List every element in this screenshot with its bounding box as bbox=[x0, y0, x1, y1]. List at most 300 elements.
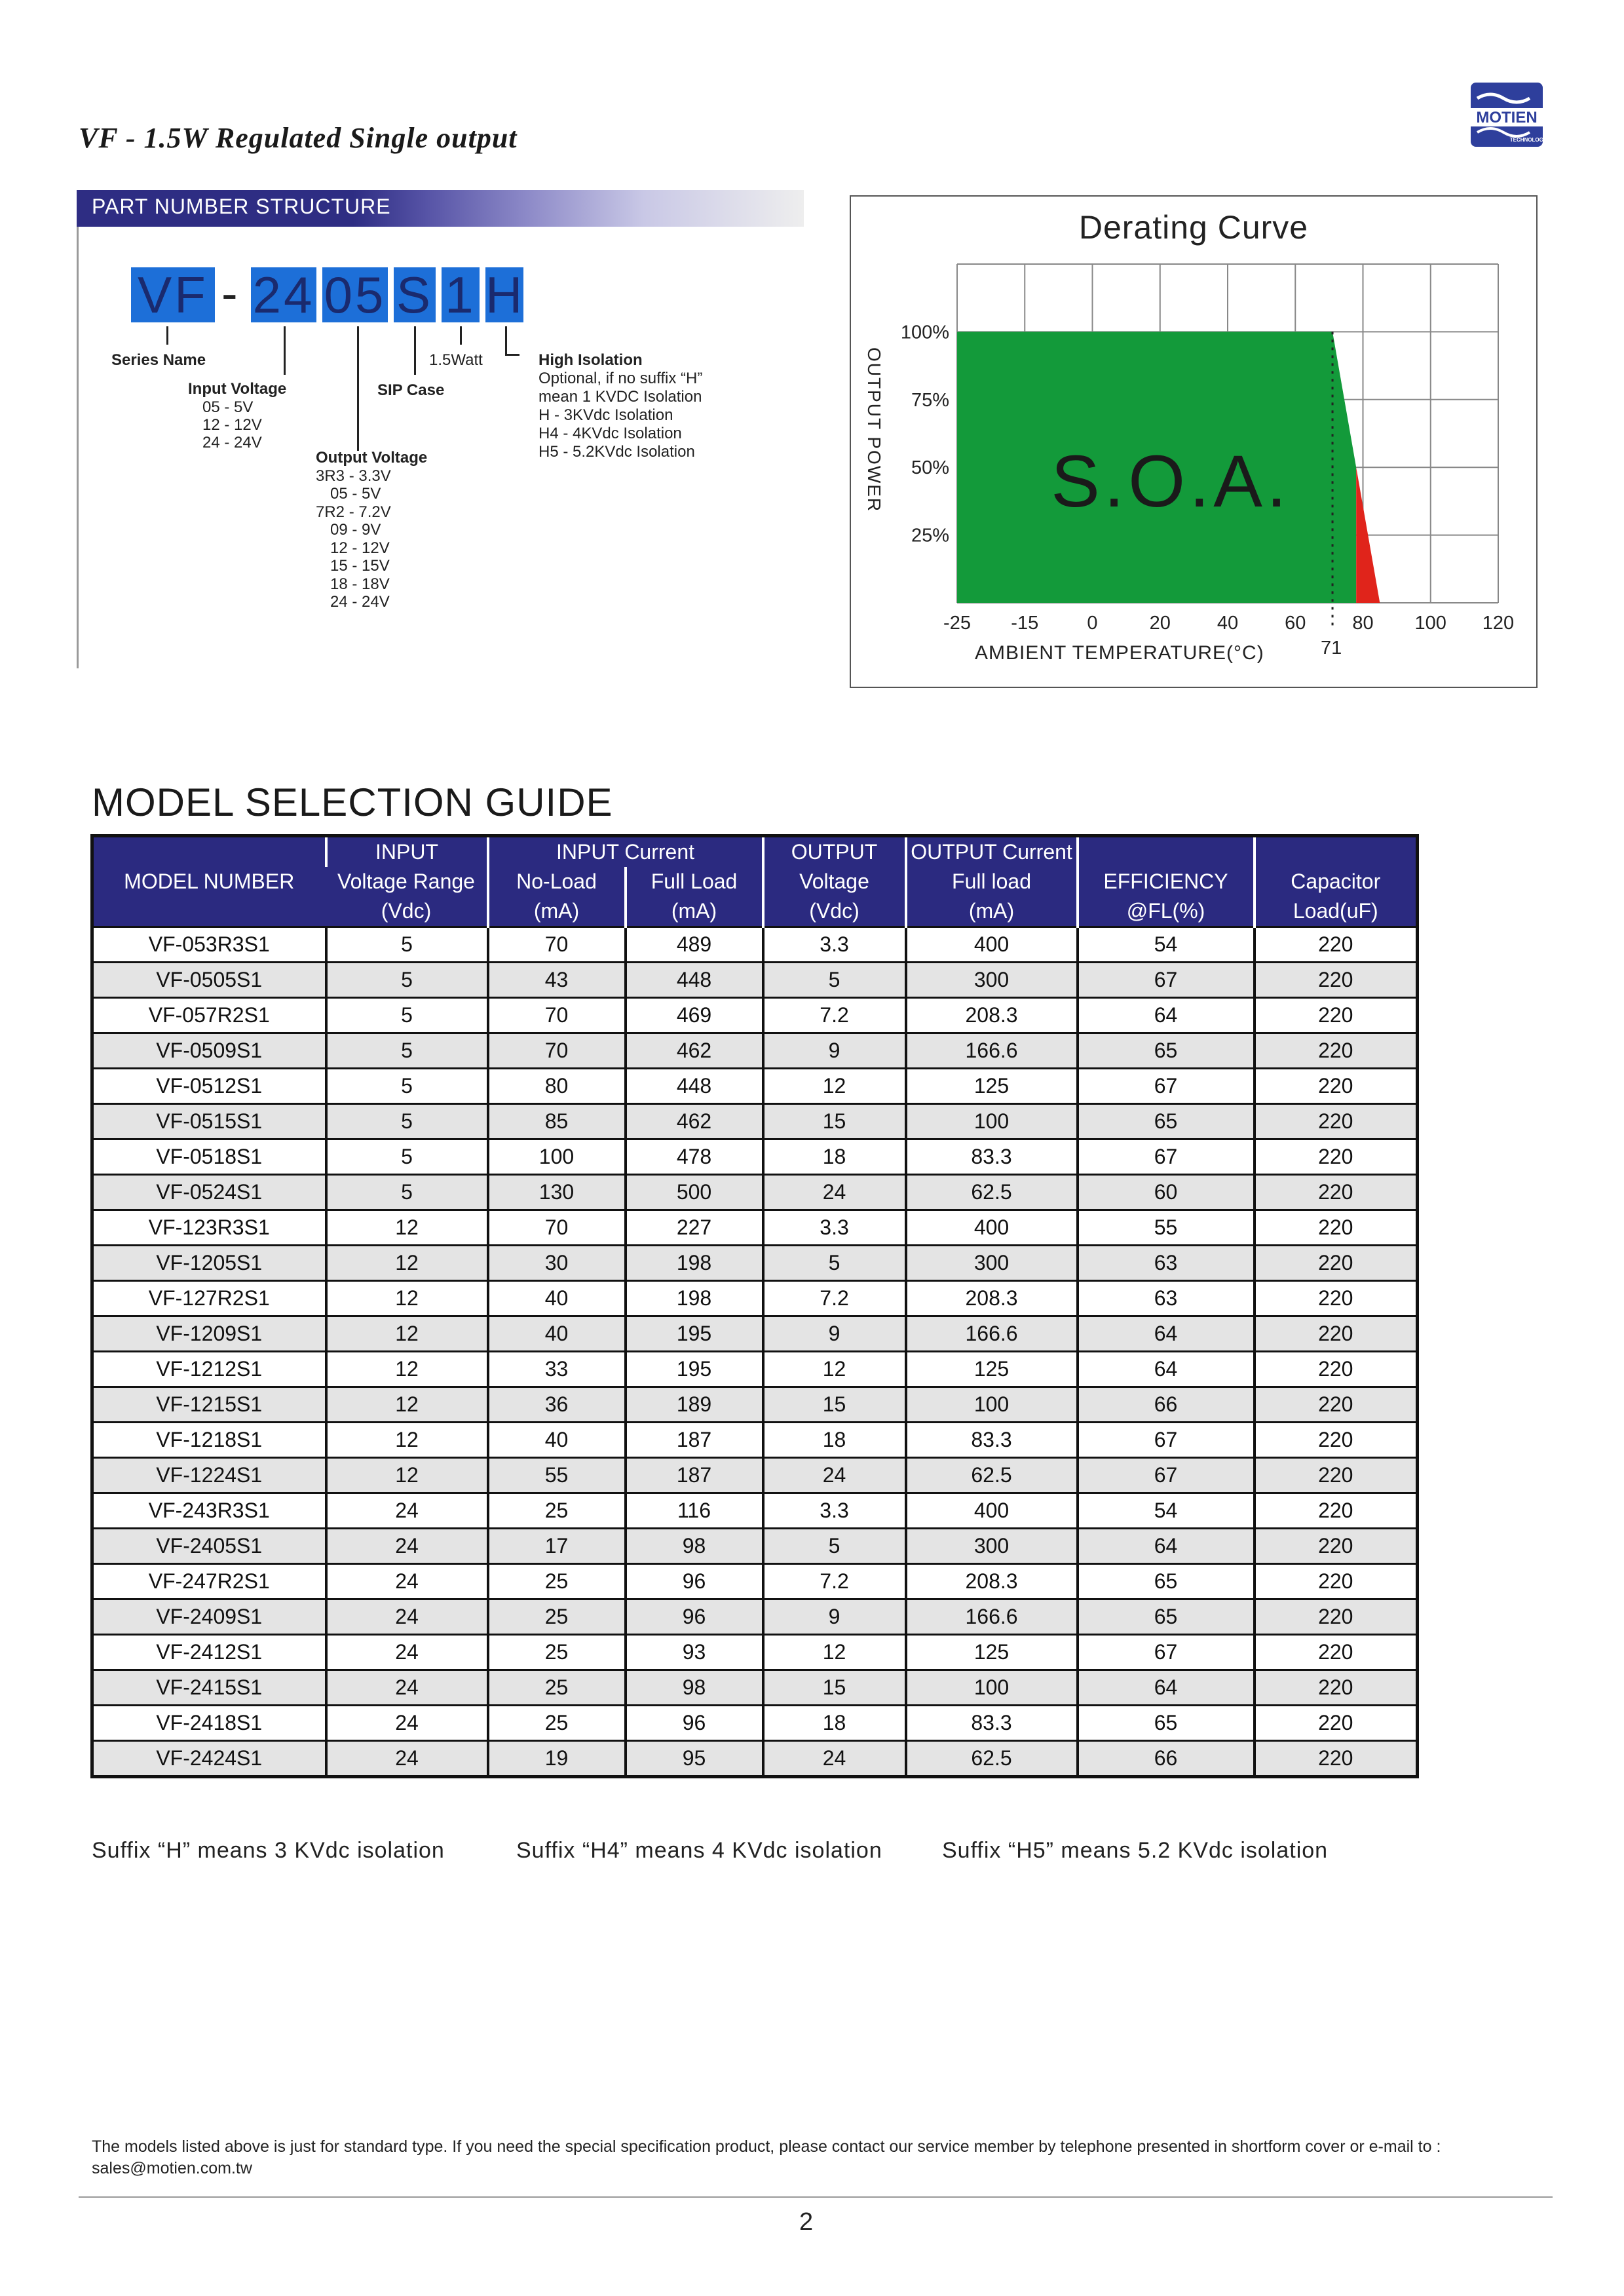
table-cell: 65 bbox=[1078, 1033, 1255, 1069]
table-cell: VF-1215S1 bbox=[92, 1387, 326, 1423]
table-cell: 67 bbox=[1078, 1423, 1255, 1458]
table-cell: VF-0518S1 bbox=[92, 1139, 326, 1175]
x-axis-ticks bbox=[943, 613, 1514, 634]
table-cell: VF-0515S1 bbox=[92, 1104, 326, 1139]
table-cell: VF-2409S1 bbox=[92, 1599, 326, 1635]
table-cell: 62.5 bbox=[906, 1175, 1078, 1210]
table-cell: 220 bbox=[1255, 1069, 1418, 1104]
header-unit: (Vdc) bbox=[326, 896, 488, 927]
table-cell: 83.3 bbox=[906, 1139, 1078, 1175]
table-cell: 220 bbox=[1255, 1033, 1418, 1069]
table-cell: 198 bbox=[626, 1246, 763, 1281]
header-voltage: Voltage bbox=[763, 867, 906, 896]
table-cell: 116 bbox=[626, 1493, 763, 1529]
table-cell: 25 bbox=[488, 1635, 626, 1670]
header-unit: @FL(%) bbox=[1078, 896, 1255, 927]
table-cell: 300 bbox=[906, 963, 1078, 998]
table-row bbox=[92, 1387, 1418, 1423]
table-cell: VF-2415S1 bbox=[92, 1670, 326, 1706]
table-cell: 98 bbox=[626, 1529, 763, 1564]
table-row bbox=[92, 963, 1418, 998]
table-cell: 5 bbox=[326, 1104, 488, 1139]
pn-box-watt: 1 bbox=[442, 267, 480, 322]
table-row bbox=[92, 1741, 1418, 1777]
table-row bbox=[92, 998, 1418, 1033]
table-cell: 5 bbox=[763, 1246, 906, 1281]
table-cell: 227 bbox=[626, 1210, 763, 1246]
footer-rule bbox=[79, 2196, 1553, 2198]
soa-label: S.O.A. bbox=[1051, 440, 1291, 523]
table-cell: 66 bbox=[1078, 1741, 1255, 1777]
table-cell: 93 bbox=[626, 1635, 763, 1670]
table-cell: 220 bbox=[1255, 1564, 1418, 1599]
header-unit: (Vdc) bbox=[763, 896, 906, 927]
table-cell: 19 bbox=[488, 1741, 626, 1777]
table-cell: 95 bbox=[626, 1741, 763, 1777]
table-cell: 70 bbox=[488, 927, 626, 963]
output-voltage-item: 09 - 9V bbox=[330, 521, 381, 539]
pn-box-sip: S bbox=[394, 267, 436, 322]
output-voltage-item: 15 - 15V bbox=[330, 557, 390, 575]
table-row bbox=[92, 1246, 1418, 1281]
x-tick-label: 80 bbox=[1352, 613, 1374, 634]
table-row bbox=[92, 1458, 1418, 1493]
table-cell: 300 bbox=[906, 1529, 1078, 1564]
table-cell: 64 bbox=[1078, 1670, 1255, 1706]
table-cell: 12 bbox=[326, 1316, 488, 1352]
output-voltage-item: 3R3 - 3.3V bbox=[316, 467, 391, 485]
table-cell: 25 bbox=[488, 1493, 626, 1529]
x-tick-label: 120 bbox=[1482, 613, 1515, 634]
table-cell: 195 bbox=[626, 1316, 763, 1352]
table-cell: 63 bbox=[1078, 1246, 1255, 1281]
table-cell: 12 bbox=[326, 1458, 488, 1493]
input-voltage-item: 05 - 5V bbox=[202, 398, 254, 416]
table-cell: 9 bbox=[763, 1599, 906, 1635]
table-cell: 65 bbox=[1078, 1706, 1255, 1741]
table-cell: 24 bbox=[763, 1458, 906, 1493]
table-cell: 65 bbox=[1078, 1599, 1255, 1635]
table-cell: 12 bbox=[326, 1281, 488, 1316]
table-cell: 462 bbox=[626, 1104, 763, 1139]
table-cell: 12 bbox=[763, 1352, 906, 1387]
header-row-1 bbox=[92, 836, 1418, 868]
table-row bbox=[92, 1423, 1418, 1458]
table-cell: 220 bbox=[1255, 998, 1418, 1033]
table-row bbox=[92, 1352, 1418, 1387]
table-cell: 100 bbox=[488, 1139, 626, 1175]
table-cell: 96 bbox=[626, 1706, 763, 1741]
table-cell: 100 bbox=[906, 1670, 1078, 1706]
table-cell: 64 bbox=[1078, 1529, 1255, 1564]
table-row bbox=[92, 1033, 1418, 1069]
output-voltage-item: 18 - 18V bbox=[330, 575, 390, 593]
high-isolation-item: H5 - 5.2KVdc Isolation bbox=[538, 443, 695, 461]
x-tick-label: 40 bbox=[1217, 613, 1239, 634]
table-cell: 62.5 bbox=[906, 1458, 1078, 1493]
table-cell: 7.2 bbox=[763, 998, 906, 1033]
table-cell: 15 bbox=[763, 1104, 906, 1139]
table-row bbox=[92, 927, 1418, 963]
pn-box-isolation: H bbox=[485, 266, 525, 324]
table-cell: 448 bbox=[626, 963, 763, 998]
table-row bbox=[92, 1069, 1418, 1104]
table-cell: 24 bbox=[326, 1529, 488, 1564]
table-cell: 40 bbox=[488, 1281, 626, 1316]
table-cell: 220 bbox=[1255, 927, 1418, 963]
derating-title: Derating Curve bbox=[1078, 209, 1309, 246]
header-input-current: INPUT Current bbox=[488, 836, 763, 868]
table-cell: 70 bbox=[488, 1033, 626, 1069]
header-no-load: No-Load bbox=[488, 867, 626, 896]
x-tick-label: 100 bbox=[1414, 613, 1446, 634]
table-cell: 17 bbox=[488, 1529, 626, 1564]
table-cell: VF-1224S1 bbox=[92, 1458, 326, 1493]
table-cell: 3.3 bbox=[763, 1210, 906, 1246]
table-cell: 9 bbox=[763, 1316, 906, 1352]
output-voltage-title: Output Voltage bbox=[316, 449, 428, 467]
table-cell: 63 bbox=[1078, 1281, 1255, 1316]
table-cell: 54 bbox=[1078, 1493, 1255, 1529]
table-cell: 208.3 bbox=[906, 998, 1078, 1033]
table-cell: 400 bbox=[906, 1210, 1078, 1246]
table-cell: 67 bbox=[1078, 1635, 1255, 1670]
table-cell: 220 bbox=[1255, 1387, 1418, 1423]
suffix-note-h5: Suffix “H5” means 5.2 KVdc isolation bbox=[942, 1838, 1329, 1863]
selection-table bbox=[90, 834, 1419, 1778]
table-cell: 65 bbox=[1078, 1564, 1255, 1599]
derating-marker-label: 71 bbox=[1321, 638, 1342, 659]
table-cell: 64 bbox=[1078, 1316, 1255, 1352]
table-cell: VF-2424S1 bbox=[92, 1741, 326, 1777]
table-row bbox=[92, 1139, 1418, 1175]
table-cell: 24 bbox=[326, 1706, 488, 1741]
logo-text: MOTIEN bbox=[1476, 109, 1538, 126]
header-unit: (mA) bbox=[626, 896, 763, 927]
footer-note: The models listed above is just for standard type. If you need the special specification product, please contact our service member by telephone presented in shortform cover or e-mail to : sales@motien.com.tw bbox=[92, 2137, 1441, 2177]
table-cell: 3.3 bbox=[763, 927, 906, 963]
table-cell: 220 bbox=[1255, 1458, 1418, 1493]
table-cell: 220 bbox=[1255, 1529, 1418, 1564]
high-isolation-item: Optional, if no suffix “H” bbox=[538, 370, 703, 387]
page-number: 2 bbox=[799, 2208, 814, 2236]
table-cell: 125 bbox=[906, 1635, 1078, 1670]
high-isolation-item: mean 1 KVDC Isolation bbox=[538, 388, 702, 406]
table-cell: 40 bbox=[488, 1316, 626, 1352]
x-axis-label: AMBIENT TEMPERATURE(°C) bbox=[975, 642, 1264, 664]
table-cell: 220 bbox=[1255, 1210, 1418, 1246]
y-tick-label: 50% bbox=[911, 457, 949, 479]
output-voltage-item: 24 - 24V bbox=[330, 593, 390, 611]
header-unit: (mA) bbox=[488, 896, 626, 927]
table-cell: 478 bbox=[626, 1139, 763, 1175]
output-voltage-item: 12 - 12V bbox=[330, 539, 390, 557]
table-cell: 18 bbox=[763, 1706, 906, 1741]
table-cell: 18 bbox=[763, 1423, 906, 1458]
table-cell: 25 bbox=[488, 1706, 626, 1741]
table-cell: 198 bbox=[626, 1281, 763, 1316]
table-cell: VF-0524S1 bbox=[92, 1175, 326, 1210]
input-voltage-title: Input Voltage bbox=[188, 380, 287, 398]
x-tick-label: 0 bbox=[1087, 613, 1098, 634]
x-tick-label: 60 bbox=[1285, 613, 1306, 634]
table-cell: 187 bbox=[626, 1423, 763, 1458]
table-row bbox=[92, 1281, 1418, 1316]
watt-label: 1.5Watt bbox=[429, 351, 483, 369]
table-cell: 65 bbox=[1078, 1104, 1255, 1139]
table-cell: VF-2412S1 bbox=[92, 1635, 326, 1670]
table-cell: 3.3 bbox=[763, 1493, 906, 1529]
table-cell: 187 bbox=[626, 1458, 763, 1493]
table-cell: 80 bbox=[488, 1069, 626, 1104]
document-title: VF - 1.5W Regulated Single output bbox=[79, 122, 518, 154]
table-cell: VF-1205S1 bbox=[92, 1246, 326, 1281]
table-cell: 67 bbox=[1078, 1139, 1255, 1175]
table-cell: VF-1218S1 bbox=[92, 1423, 326, 1458]
header-output: OUTPUT bbox=[763, 836, 906, 868]
table-cell: 5 bbox=[763, 963, 906, 998]
table-cell: 7.2 bbox=[763, 1564, 906, 1599]
table-cell: VF-247R2S1 bbox=[92, 1564, 326, 1599]
table-cell: 25 bbox=[488, 1564, 626, 1599]
table-cell: 5 bbox=[326, 998, 488, 1033]
table-cell: 24 bbox=[763, 1175, 906, 1210]
table-cell: 96 bbox=[626, 1564, 763, 1599]
suffix-note-h: Suffix “H” means 3 KVdc isolation bbox=[92, 1838, 445, 1863]
table-cell: 9 bbox=[763, 1033, 906, 1069]
table-row bbox=[92, 1564, 1418, 1599]
header-efficiency: EFFICIENCY bbox=[1078, 867, 1255, 896]
table-cell: 166.6 bbox=[906, 1599, 1078, 1635]
table-cell: VF-1209S1 bbox=[92, 1316, 326, 1352]
table-cell: 33 bbox=[488, 1352, 626, 1387]
table-cell: 67 bbox=[1078, 963, 1255, 998]
table-cell: 83.3 bbox=[906, 1423, 1078, 1458]
table-row bbox=[92, 1635, 1418, 1670]
table-cell: 18 bbox=[763, 1139, 906, 1175]
table-cell: 12 bbox=[326, 1210, 488, 1246]
y-tick-label: 25% bbox=[911, 525, 949, 546]
table-cell: 5 bbox=[326, 963, 488, 998]
table-cell: 83.3 bbox=[906, 1706, 1078, 1741]
header-blank bbox=[1078, 836, 1255, 868]
table-cell: 7.2 bbox=[763, 1281, 906, 1316]
table-cell: 5 bbox=[763, 1529, 906, 1564]
table-cell: VF-0509S1 bbox=[92, 1033, 326, 1069]
header-full-load-output: Full load bbox=[906, 867, 1078, 896]
suffix-note-h4: Suffix “H4” means 4 KVdc isolation bbox=[516, 1838, 882, 1863]
table-cell: 220 bbox=[1255, 1352, 1418, 1387]
table-cell: 64 bbox=[1078, 998, 1255, 1033]
table-row bbox=[92, 1210, 1418, 1246]
table-cell: 12 bbox=[326, 1423, 488, 1458]
input-voltage-item: 24 - 24V bbox=[202, 434, 262, 451]
table-cell: 15 bbox=[763, 1387, 906, 1423]
table-cell: 400 bbox=[906, 927, 1078, 963]
table-cell: 12 bbox=[326, 1352, 488, 1387]
table-cell: VF-243R3S1 bbox=[92, 1493, 326, 1529]
pn-box-series: VF bbox=[131, 267, 215, 322]
table-cell: 24 bbox=[326, 1741, 488, 1777]
table-cell: 208.3 bbox=[906, 1281, 1078, 1316]
table-cell: VF-2418S1 bbox=[92, 1706, 326, 1741]
table-cell: 25 bbox=[488, 1670, 626, 1706]
table-cell: 5 bbox=[326, 1139, 488, 1175]
header-unit: (mA) bbox=[906, 896, 1078, 927]
table-row bbox=[92, 1670, 1418, 1706]
header-unit: Load(uF) bbox=[1255, 896, 1418, 927]
table-cell: 220 bbox=[1255, 1635, 1418, 1670]
table-cell: 448 bbox=[626, 1069, 763, 1104]
table-cell: 12 bbox=[763, 1635, 906, 1670]
pn-box-output-voltage: 05 bbox=[322, 267, 388, 322]
table-cell: 43 bbox=[488, 963, 626, 998]
derating-chart bbox=[0, 0, 1624, 721]
table-cell: 469 bbox=[626, 998, 763, 1033]
y-tick-label: 100% bbox=[900, 322, 949, 343]
header-blank bbox=[1255, 836, 1418, 868]
table-cell: VF-2405S1 bbox=[92, 1529, 326, 1564]
table-cell: 36 bbox=[488, 1387, 626, 1423]
table-cell: 220 bbox=[1255, 1281, 1418, 1316]
table-cell: 70 bbox=[488, 1210, 626, 1246]
table-cell: 220 bbox=[1255, 1316, 1418, 1352]
x-tick-label: 20 bbox=[1149, 613, 1171, 634]
table-cell: 220 bbox=[1255, 1493, 1418, 1529]
table-cell: VF-127R2S1 bbox=[92, 1281, 326, 1316]
table-row bbox=[92, 1706, 1418, 1741]
table-row bbox=[92, 1316, 1418, 1352]
y-axis-label: OUTPUT POWER bbox=[864, 347, 884, 513]
table-cell: VF-053R3S1 bbox=[92, 927, 326, 963]
table-cell: 5 bbox=[326, 1175, 488, 1210]
table-cell: 67 bbox=[1078, 1458, 1255, 1493]
table-cell: 98 bbox=[626, 1670, 763, 1706]
table-cell: 62.5 bbox=[906, 1741, 1078, 1777]
table-cell: 300 bbox=[906, 1246, 1078, 1281]
output-voltage-item: 7R2 - 7.2V bbox=[316, 503, 391, 521]
table-cell: 220 bbox=[1255, 1670, 1418, 1706]
x-tick-label: -25 bbox=[943, 613, 971, 634]
output-voltage-item: 05 - 5V bbox=[330, 485, 381, 503]
table-cell: 208.3 bbox=[906, 1564, 1078, 1599]
table-cell: 125 bbox=[906, 1069, 1078, 1104]
table-cell: 60 bbox=[1078, 1175, 1255, 1210]
table-row bbox=[92, 1599, 1418, 1635]
table-cell: 24 bbox=[326, 1599, 488, 1635]
table-cell: 12 bbox=[326, 1246, 488, 1281]
pn-box-input-voltage: 24 bbox=[251, 267, 316, 322]
table-row bbox=[92, 1529, 1418, 1564]
table-cell: VF-057R2S1 bbox=[92, 998, 326, 1033]
table-cell: 24 bbox=[326, 1493, 488, 1529]
table-cell: 220 bbox=[1255, 1423, 1418, 1458]
table-cell: 55 bbox=[1078, 1210, 1255, 1246]
high-isolation-item: H - 3KVdc Isolation bbox=[538, 406, 673, 424]
table-cell: 12 bbox=[763, 1069, 906, 1104]
input-voltage-item: 12 - 12V bbox=[202, 416, 262, 434]
table-cell: 24 bbox=[326, 1635, 488, 1670]
table-cell: 220 bbox=[1255, 1175, 1418, 1210]
table-cell: 220 bbox=[1255, 1246, 1418, 1281]
y-axis-ticks bbox=[901, 322, 949, 546]
table-cell: 5 bbox=[326, 927, 488, 963]
table-cell: 96 bbox=[626, 1599, 763, 1635]
table-cell: 70 bbox=[488, 998, 626, 1033]
table-cell: 85 bbox=[488, 1104, 626, 1139]
table-row bbox=[92, 1175, 1418, 1210]
table-cell: 189 bbox=[626, 1387, 763, 1423]
table-cell: 195 bbox=[626, 1352, 763, 1387]
table-cell: 5 bbox=[326, 1069, 488, 1104]
table-cell: 24 bbox=[763, 1741, 906, 1777]
table-cell: VF-0512S1 bbox=[92, 1069, 326, 1104]
table-cell: VF-1212S1 bbox=[92, 1352, 326, 1387]
table-cell: 220 bbox=[1255, 1104, 1418, 1139]
header-voltage-range: Voltage Range bbox=[326, 867, 488, 896]
table-cell: 220 bbox=[1255, 1139, 1418, 1175]
table-cell: 25 bbox=[488, 1599, 626, 1635]
header-output-current: OUTPUT Current bbox=[906, 836, 1078, 868]
table-cell: 220 bbox=[1255, 963, 1418, 998]
table-cell: 220 bbox=[1255, 1741, 1418, 1777]
table-cell: VF-0505S1 bbox=[92, 963, 326, 998]
header-model-number: MODEL NUMBER bbox=[92, 836, 326, 927]
table-cell: 55 bbox=[488, 1458, 626, 1493]
table-cell: 220 bbox=[1255, 1706, 1418, 1741]
table-cell: 166.6 bbox=[906, 1316, 1078, 1352]
selection-title: MODEL SELECTION GUIDE bbox=[92, 780, 613, 824]
high-isolation-item: H4 - 4KVdc Isolation bbox=[538, 425, 682, 442]
table-cell: 54 bbox=[1078, 927, 1255, 963]
table-cell: 5 bbox=[326, 1033, 488, 1069]
table-cell: 12 bbox=[326, 1387, 488, 1423]
table-cell: 166.6 bbox=[906, 1033, 1078, 1069]
table-row bbox=[92, 1104, 1418, 1139]
pn-dash: - bbox=[221, 266, 238, 320]
y-tick-label: 75% bbox=[911, 389, 949, 411]
table-cell: 30 bbox=[488, 1246, 626, 1281]
table-cell: 462 bbox=[626, 1033, 763, 1069]
header-input: INPUT bbox=[326, 836, 488, 868]
table-cell: VF-123R3S1 bbox=[92, 1210, 326, 1246]
table-cell: 66 bbox=[1078, 1387, 1255, 1423]
part-number-section-label: PART NUMBER STRUCTURE bbox=[92, 195, 391, 218]
table-cell: 100 bbox=[906, 1387, 1078, 1423]
table-cell: 130 bbox=[488, 1175, 626, 1210]
table-cell: 24 bbox=[326, 1564, 488, 1599]
header-full-load: Full Load bbox=[626, 867, 763, 896]
table-cell: 489 bbox=[626, 927, 763, 963]
header-capacitor: Capacitor bbox=[1255, 867, 1418, 896]
table-cell: 125 bbox=[906, 1352, 1078, 1387]
table-cell: 64 bbox=[1078, 1352, 1255, 1387]
table-cell: 67 bbox=[1078, 1069, 1255, 1104]
series-name-label: Series Name bbox=[111, 351, 206, 369]
sip-case-label: SIP Case bbox=[377, 381, 445, 399]
table-cell: 40 bbox=[488, 1423, 626, 1458]
table-cell: 400 bbox=[906, 1493, 1078, 1529]
table-cell: 500 bbox=[626, 1175, 763, 1210]
logo-subtext: TECHNOLOGY bbox=[1509, 137, 1547, 143]
table-cell: 220 bbox=[1255, 1599, 1418, 1635]
table-row bbox=[92, 1493, 1418, 1529]
table-cell: 24 bbox=[326, 1670, 488, 1706]
table-cell: 15 bbox=[763, 1670, 906, 1706]
high-isolation-title: High Isolation bbox=[538, 351, 643, 369]
selection-table-body bbox=[92, 927, 1418, 1777]
table-cell: 100 bbox=[906, 1104, 1078, 1139]
